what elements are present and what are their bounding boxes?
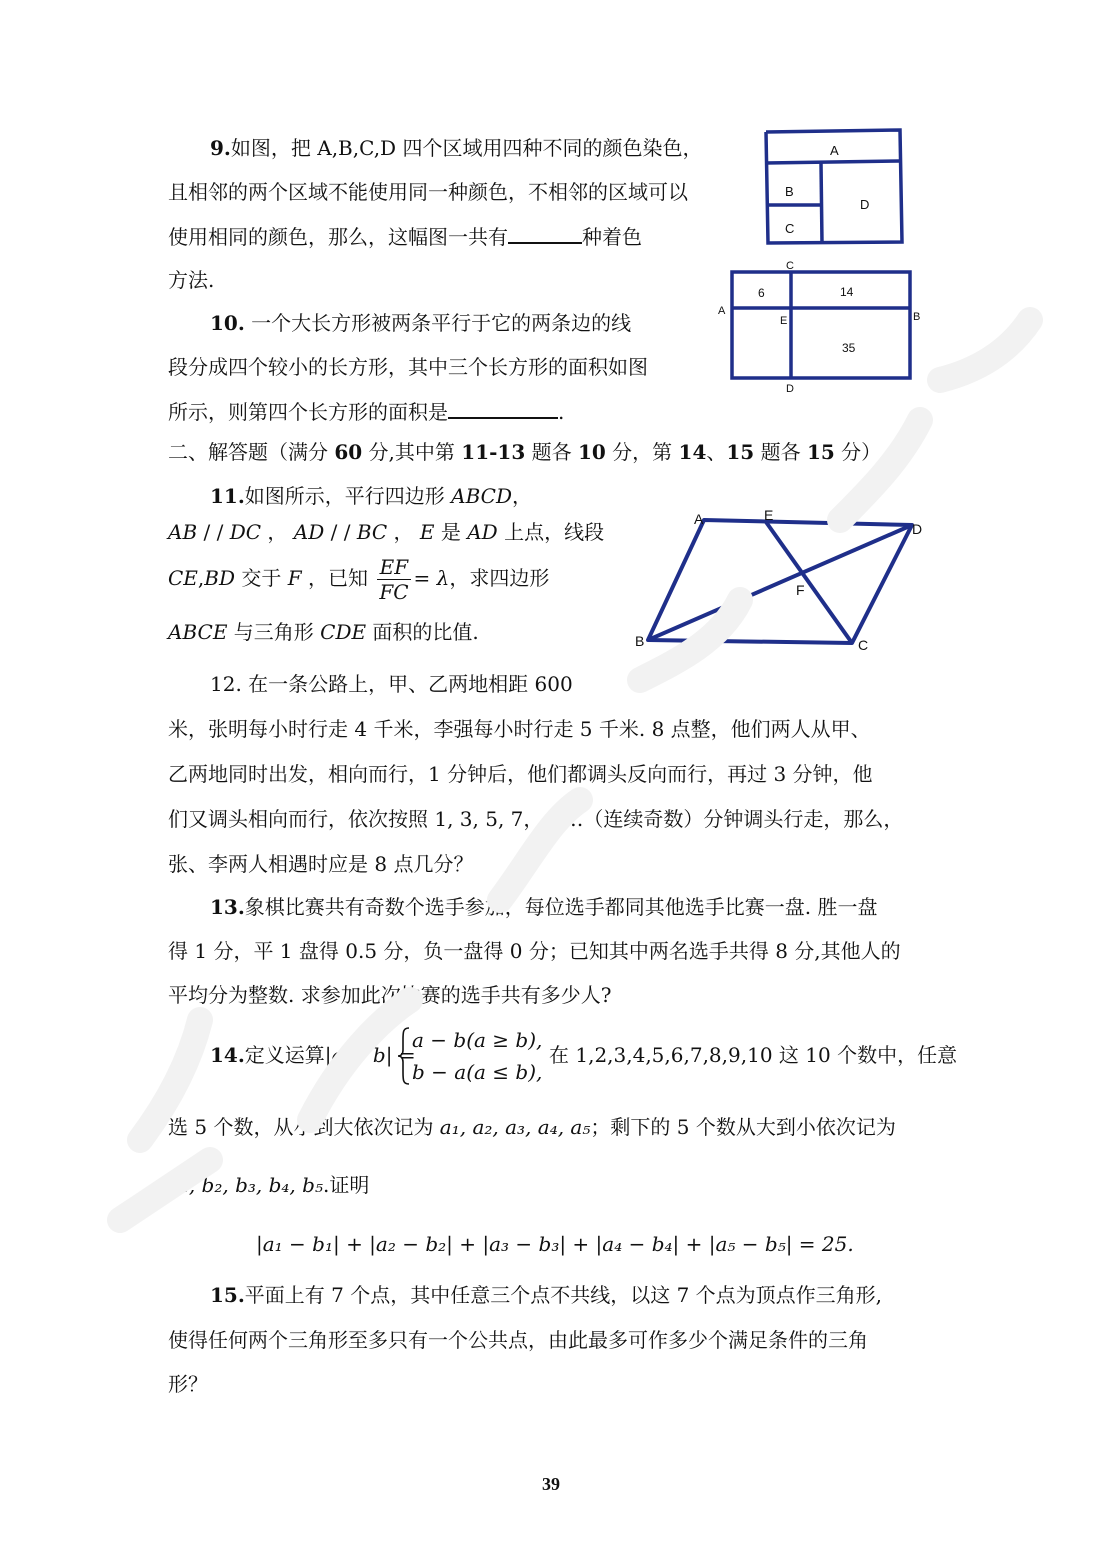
q11-math-ab: AB [168, 520, 198, 544]
q11-fig-label-d: D [912, 521, 923, 537]
q11-parallel-1: / / [197, 520, 230, 544]
q12-line2: 米，张明每小时行走 4 千米，李强每小时行走 5 千米. 8 点整，他们两人从甲、 [168, 717, 871, 741]
q11-text-1e: ， [512, 484, 533, 508]
q10-fig-label-d: D [786, 383, 794, 395]
q10-fig-label-b: B [913, 311, 921, 323]
q11-math-e: E [419, 520, 435, 544]
q11-frac-numerator: EF [377, 555, 410, 580]
q10-number: 10. [210, 311, 245, 335]
q9-figure [760, 126, 910, 250]
q9-text-1: 如图，把 A,B,C,D 四个区域用四种不同的颜色染色， [230, 136, 703, 160]
q14-math-b-seq: b₁, b₂, b₃, b₄, b₅ [168, 1173, 323, 1197]
q11-frac-denominator: FC [379, 580, 409, 604]
q11-math-dc: DC [229, 520, 262, 544]
q10-fig-area-14: 14 [840, 285, 854, 299]
q14-case-1: a − b(a ≥ b), [412, 1028, 543, 1052]
q14-number: 14. [210, 1043, 245, 1067]
q15-line1 [210, 1281, 882, 1309]
q11-math-bd: BD [204, 566, 235, 590]
q11-math-ce: CE [168, 566, 198, 590]
q13-line2: 得 1 分，平 1 盘得 0.5 分，负一盘得 0 分；已知其中两名选手共得 8 分,其他人的 [168, 939, 901, 963]
q11-math-cde: CDE [320, 620, 367, 644]
section2-points-15: 15 [806, 440, 835, 464]
q11-number: 11. [210, 484, 245, 508]
q9-text-3a: 使用相同的颜色，那么，这幅图一共有 [168, 225, 508, 249]
q10-fig-area-6: 6 [758, 286, 765, 300]
q11-text-3a: 交于 [235, 566, 288, 590]
q11-sep-1: ， [261, 520, 294, 544]
q11-math-bc: BC [356, 520, 388, 544]
q11-text-4a: 与三角形 [227, 620, 321, 644]
q13-text-1: 象棋比赛共有奇数个选手参加，每位选手都同其他选手比赛一盘. 胜一盘 [244, 895, 878, 919]
section2-text-i: 、 [706, 440, 727, 464]
section2-text-c: 分,其中第 [362, 440, 462, 464]
page-number: 39 [542, 1474, 560, 1494]
q11-parallel-2: / / [324, 520, 357, 544]
q14-text-2a: 选 5 个数，从小到大依次记为 [168, 1115, 440, 1139]
q12-line5: 张、李两人相遇时应是 8 点几分？ [168, 852, 474, 876]
q14-math-a-seq: a₁, a₂, a₃, a₄, a₅ [439, 1115, 591, 1139]
section2-text-a: 二、解答题（满分 [168, 440, 335, 464]
q11-math-abce: ABCE [168, 620, 228, 644]
q13-number: 13. [210, 895, 245, 919]
q12-line4: 们又调头相向而行，依次按照 1, 3, 5, 7，……（连续奇数）分钟调头行走，那么， [168, 807, 904, 831]
section2-text-g: 分，第 [605, 440, 679, 464]
q9-fig-label-b: B [785, 184, 794, 199]
q10-line2: 段分成四个较小的长方形，其中三个长方形的面积如图 [168, 355, 648, 379]
q13-line3: 平均分为整数. 求参加此次比赛的选手共有多少人? [168, 983, 612, 1007]
q11-fig-label-e: E [764, 507, 774, 523]
section2-points-10: 10 [577, 440, 606, 464]
q10-fig-label-e: E [780, 315, 788, 327]
q15-number: 15. [210, 1283, 245, 1307]
q9-line1 [210, 134, 702, 162]
q14-text-1a: 定义运算 [244, 1043, 325, 1067]
q11-sep-2: ， [387, 520, 420, 544]
q10-fig-label-c: C [786, 260, 794, 272]
q10-text-3a: 所示，则第四个长方形的面积是 [168, 400, 448, 424]
q11-text-1: 如图所示，平行四边形 [244, 484, 452, 508]
q9-line4: 方法. [168, 268, 215, 292]
q11-fig-label-c: C [858, 637, 869, 653]
q11-text-2f: 上点，线段 [497, 520, 605, 544]
q14-text-3a: .证明 [322, 1173, 370, 1197]
section2-q15: 15 [726, 440, 755, 464]
q14-text-1b: 在 1,2,3,4,5,6,7,8,9,10 这 10 个数中，任意 [549, 1043, 958, 1067]
q9-line3 [168, 222, 642, 251]
q11-math-f: F [287, 566, 302, 590]
q11-math-abcd: ABCD [451, 484, 513, 508]
q14-case-2: b − a(a ≤ b), [412, 1060, 543, 1084]
q9-number: 9. [210, 136, 231, 160]
q9-fig-label-a: A [830, 143, 839, 158]
q9-fig-label-d: D [860, 197, 870, 212]
q11-text-3b: ，已知 [301, 566, 375, 590]
q11-comma: , [197, 566, 205, 590]
section2-range: 11-13 [461, 440, 526, 464]
q15-text-1: 平面上有 7 个点，其中任意三个点不共线，以这 7 个点为顶点作三角形, [244, 1283, 883, 1307]
q10-text-1: 一个大长方形被两条平行于它的两条边的线 [244, 311, 632, 335]
q10-text-3b: . [558, 400, 565, 424]
q10-fig-label-a: A [718, 305, 726, 317]
q11-math-ad-2: AD [467, 520, 498, 544]
q11-fig-label-f: F [796, 582, 805, 598]
q9-answer-blank[interactable] [508, 222, 582, 244]
q11-math-ad: AD [293, 520, 325, 544]
q12-line1: 12. 在一条公路上，甲、乙两地相距 600 [210, 672, 573, 696]
q11-equals: = [413, 566, 437, 590]
q14-abs-expression: |a − b| = [324, 1043, 416, 1067]
q12-line3: 乙两地同时出发，相向而行，1 分钟后，他们都调头反向而行，再过 3 分钟，他 [168, 762, 873, 786]
section2-points-total: 60 [334, 440, 363, 464]
q11-fig-label-b: B [635, 633, 645, 649]
q14-formula: |a₁ − b₁| + |a₂ − b₂| + |a₃ − b₃| + |a₄ − b₄| + |a₅ − b₅| = 25. [256, 1232, 854, 1256]
q10-fig-area-35: 35 [842, 341, 856, 355]
q9-text-3b: 种着色 [582, 225, 642, 249]
q11-text-3e: ，求四边形 [449, 566, 550, 590]
watermark-graphic [80, 260, 1080, 1260]
q11-fig-label-a: A [694, 511, 704, 527]
section2-text-m: 分） [834, 440, 882, 464]
q15-line3: 形？ [168, 1372, 208, 1396]
q11-text-is: 是 [434, 520, 468, 544]
q9-fig-label-c: C [785, 221, 795, 236]
section2-q14: 14 [678, 440, 707, 464]
section2-text-e: 题各 [525, 440, 578, 464]
section2-text-k: 题各 [754, 440, 807, 464]
q11-lambda: λ [436, 566, 450, 590]
q11-text-4b: 面积的比值. [366, 620, 479, 644]
q9-line2: 且相邻的两个区域不能使用同一种颜色，不相邻的区域可以 [168, 180, 688, 204]
q15-line2: 使得任何两个三角形至多只有一个公共点，由此最多可作多少个满足条件的三角 [168, 1328, 868, 1352]
q14-text-2b: ；剩下的 5 个数从大到小依次记为 [590, 1115, 896, 1139]
